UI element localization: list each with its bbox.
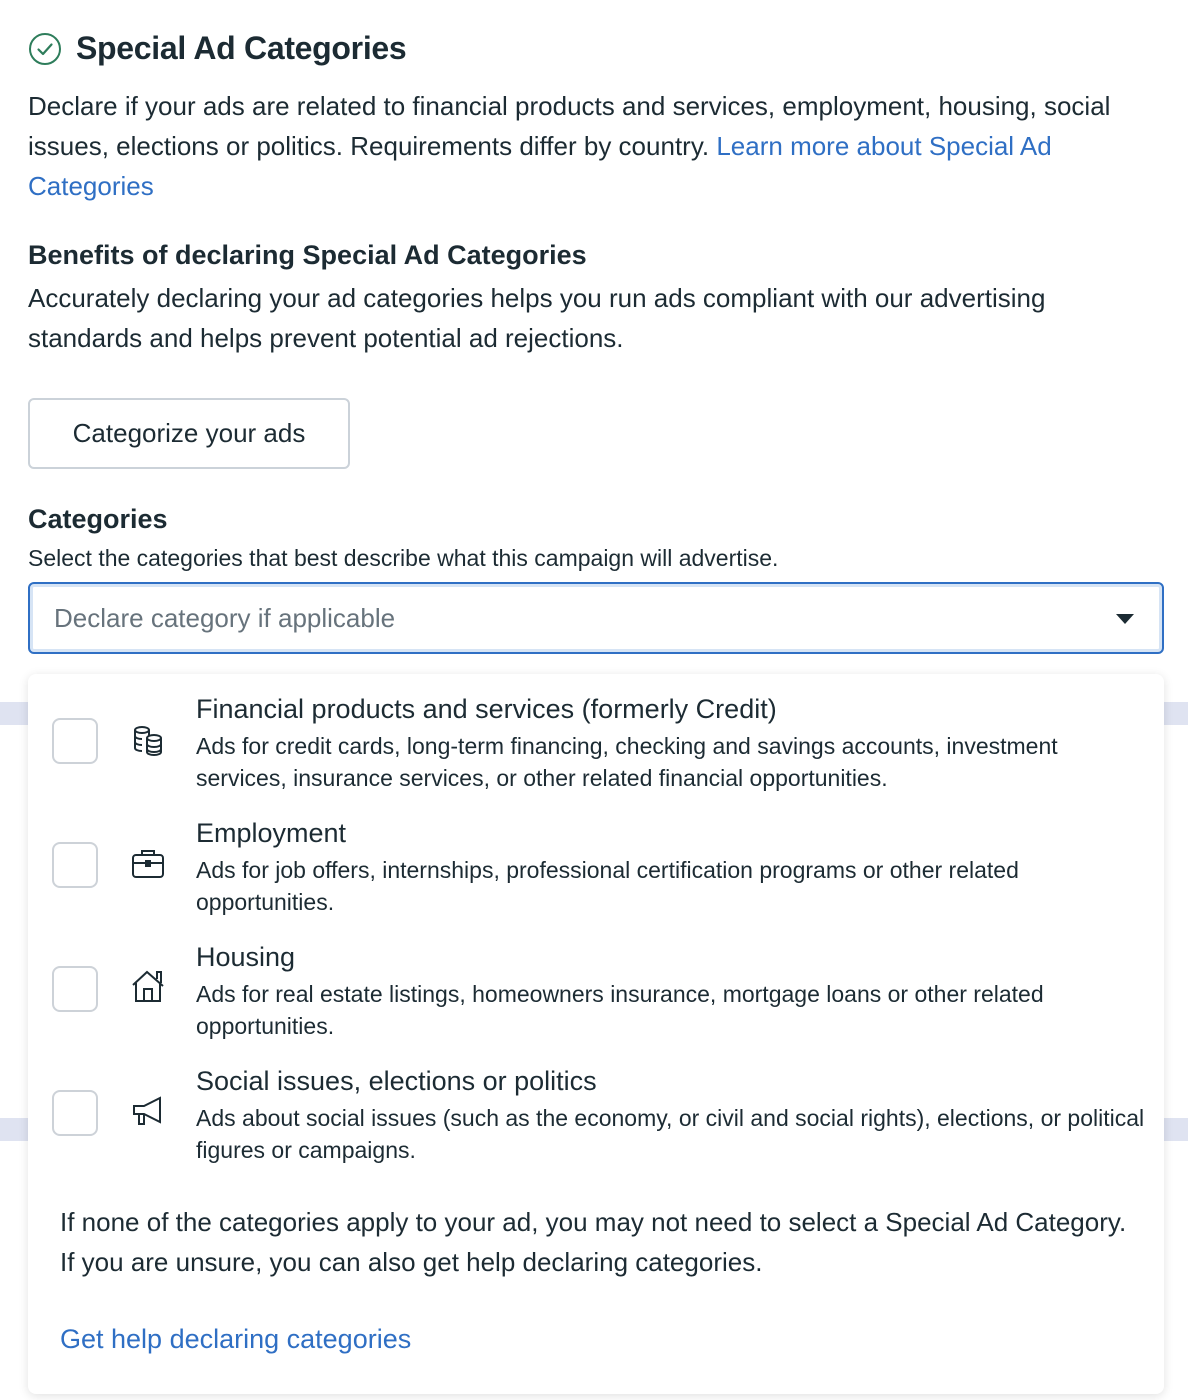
option-description: Ads for real estate listings, homeowners insurance, mortgage loans or other related opportunities.	[196, 981, 1044, 1039]
get-help-link[interactable]: Get help declaring categories	[60, 1324, 412, 1354]
intro-text	[28, 86, 1168, 206]
option-description: Ads for credit cards, long-term financing, checking and savings accounts, investment services, insurance services, or other related financial opportunities.	[196, 733, 1058, 791]
option-title: Financial products and services (formerly Credit)	[196, 694, 777, 724]
intro-body: Declare if your ads are related to financial products and services, employment, housing, social issues, elections or politics. Requirements differ by country.	[28, 91, 1111, 161]
coins-icon	[130, 724, 166, 760]
dropdown-footer-text: If none of the categories apply to your ad, you may not need to select a Special Ad Category. If you are unsure, you can also get help declaring categories.	[60, 1207, 1127, 1277]
caret-down-icon	[1116, 614, 1134, 624]
learn-more-link[interactable]: Learn more about Special Ad Categories	[28, 131, 1052, 201]
option-title: Housing	[196, 942, 296, 972]
benefits-title: Benefits of declaring Special Ad Categories	[28, 240, 587, 270]
check-circle-icon	[28, 32, 62, 66]
briefcase-icon	[130, 846, 166, 882]
house-icon	[130, 968, 166, 1004]
option-title: Employment	[196, 818, 347, 848]
option-description: Ads for job offers, internships, professional certification programs or other related opportunities.	[196, 857, 1019, 915]
megaphone-icon	[130, 1094, 166, 1130]
option-description: Ads about social issues (such as the economy, or civil and social rights), elections, or political figures or campaigns.	[196, 1105, 1145, 1163]
categories-title: Categories	[28, 504, 168, 534]
categorize-ads-button[interactable]: Categorize your ads	[28, 398, 350, 469]
category-select[interactable]	[28, 582, 1164, 654]
checkbox[interactable]	[52, 966, 98, 1012]
select-placeholder: Declare category if applicable	[54, 602, 396, 633]
option-title: Social issues, elections or politics	[196, 1066, 597, 1096]
section-header	[28, 30, 406, 67]
checkbox[interactable]	[52, 1090, 98, 1136]
categories-subtitle: Select the categories that best describe what this campaign will advertise.	[28, 545, 779, 571]
page-title: Special Ad Categories	[76, 30, 407, 66]
checkbox[interactable]	[52, 718, 98, 764]
category-dropdown-menu	[28, 674, 1164, 1394]
checkbox[interactable]	[52, 842, 98, 888]
benefits-text: Accurately declaring your ad categories helps you run ads compliant with our advertising standards and helps prevent potential ad rejections.	[28, 283, 1046, 353]
